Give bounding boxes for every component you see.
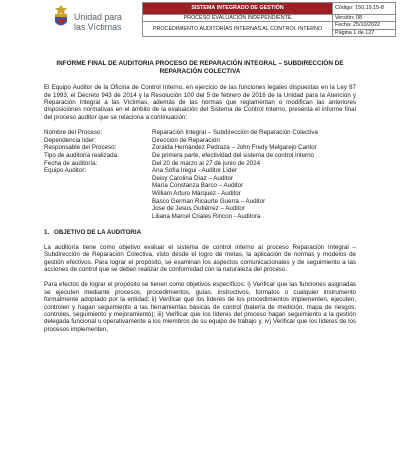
info-label: Tipo de auditoría realizada:: [44, 152, 119, 159]
info-value: De primera parte, efectividad del sistema de control interno: [152, 152, 314, 159]
document-code: Código: 150,19,15-8: [333, 3, 396, 15]
document-header: [0, 0, 400, 48]
logo-line-1: Unidad para: [74, 12, 122, 22]
audit-info-list: [44, 129, 356, 220]
auditor-item: Deisy Carolina Díaz – Auditor: [152, 174, 233, 182]
auditor-item: Ana Sofía Iregui - Auditor Líder: [152, 167, 237, 175]
info-value: Reparación Integral – Subdirección de Reparación Colectiva: [152, 129, 318, 137]
system-name: SISTEMA INTEGRADO DE GESTIÓN: [143, 3, 333, 15]
logo-wordmark: [74, 12, 122, 32]
info-label: Nombre del Proceso:: [44, 129, 103, 137]
auditor-item: Basco German Ricaurte Guerra – Auditor: [152, 197, 266, 205]
info-value: Del 20 de marzo al 27 de junio de 2024: [152, 159, 261, 167]
auditor-item: María Constanza Barco – Auditor: [152, 182, 244, 190]
document-body: [44, 60, 356, 341]
document-control-table: [142, 2, 396, 37]
auditors-label: Equipo Auditor:: [44, 167, 86, 175]
document-date: Fecha: 25/10/2022: [333, 22, 396, 29]
logo-line-2: las Víctimas: [74, 22, 122, 32]
report-title: INFORME FINAL DE AUDITORIA PROCESO DE REPARACIÓN INTEGRAL – SUBDIRECCIÓN DE REPARACIÓN COLECTIVA: [56, 60, 344, 75]
info-value: Zoraida Hernández Pedraza – John Fredy Melgarejo Cantor: [152, 144, 317, 152]
section-heading: [44, 229, 356, 236]
info-label: Fecha de auditoría:: [44, 159, 98, 167]
objective-paragraph: La auditoría tiene como objetivo evaluar el sistema de control interno al proceso Reparación Integral – Subdirección de Reparación Colectiva, visto desde el logro de metas, la aplicación de normas y modelos de gestión efectivos. Para lograr el propósito, se examinan los aspectos comunicacionales y de seguimiento a las acciones de control que se deben realizar de conformidad con la naturaleza del proceso.: [44, 243, 356, 273]
info-label: Dependencia líder:: [44, 136, 96, 144]
info-value: Dirección de Reparación: [152, 136, 220, 144]
intro-paragraph: El Equipo Auditor de la Oficina de Control Interno, en ejercicio de las funciones legales dispuestas en la Ley 87 de 1993, el Decreto 943 de 2014 y la Resolución 100 del 5 de febrero de 2016 de la Unidad para la Atención y Reparación Integral a las Víctimas, además de las normas que reglamentan o modifican las anteriores disposiciones normativas en el ámbito de la evaluación del Sistema de Control Interno, presenta el informe final del proceso auditor que se relaciona a continuación:: [44, 84, 356, 121]
section-title: OBJETIVO DE LA AUDITORIA: [54, 229, 142, 237]
info-label: Responsable del Proceso:: [44, 144, 117, 152]
page-number: Página 1 de 127: [333, 29, 396, 36]
auditor-item: William Arturo Márquez - Auditor: [152, 189, 241, 197]
unidad-victimas-logo: [52, 4, 138, 44]
auditor-item: Jose de Jesús Gutiérrez – Auditor: [152, 205, 245, 213]
section-number: 1.: [44, 229, 50, 237]
auditors-list: [152, 167, 356, 220]
document-version: Versión: 08: [333, 15, 396, 22]
specific-objectives-paragraph: Para efectos de lograr el propósito se tienen como objetivos específicos: i) Verificar que las funciones asignadas se ejecuten mediante procesos, procedimientos, guías, instructivos, formatos o cualquier instrumento formalmente adoptado por la entidad; ii) Verificar que los líderes de los procedimientos implementen, ejecuten, controlen y hagan seguimiento a las herramientas básicas de control (batería de medición, mapa de riesgos, controles, seguimiento y mejoramiento); iii) Verificar que los líderes del proceso hagan seguimiento a la gestión delegada funcional u operativamente a los miembros de su equipo de trabajo y, iv) Verificar que los líderes de los procesos implementen,: [44, 281, 356, 333]
auditor-item: Liliana Marcel Criales Rincon - Auditora: [152, 212, 261, 220]
colombia-coat-of-arms-icon: [52, 4, 70, 30]
process-name: PROCESO EVALUACIÓN INDEPENDIENTE: [143, 15, 333, 22]
procedure-name: PROCEDIMIENTO AUDITORÍAS INTERNAS AL CONTROL INTERNO: [143, 22, 333, 37]
